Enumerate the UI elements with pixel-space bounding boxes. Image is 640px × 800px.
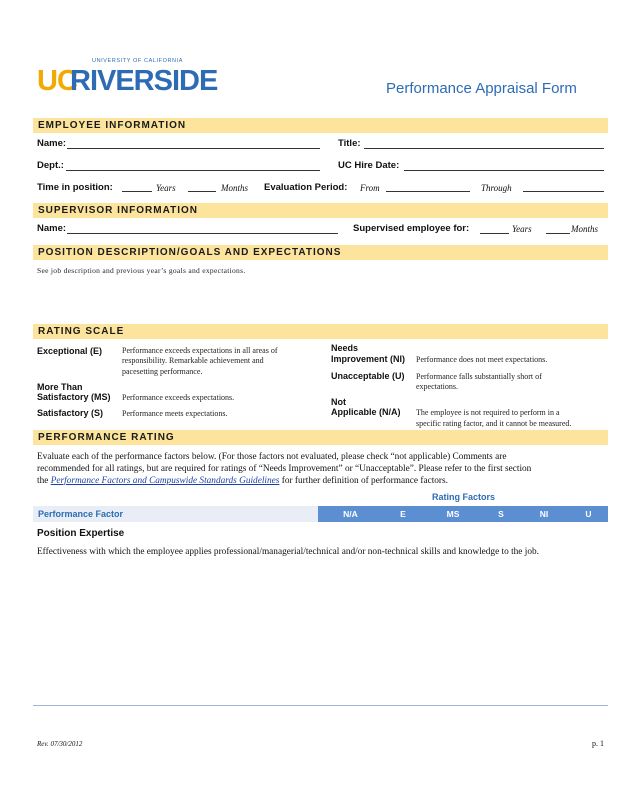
unacceptable-def-1: Performance falls substantially short of xyxy=(416,372,542,381)
unacceptable-term: Unacceptable (U) xyxy=(331,371,405,381)
exceptional-def-1: Performance exceeds expectations in all areas of xyxy=(122,346,278,355)
section-position-description xyxy=(33,245,608,260)
position-description-text: See job description and previous year’s goals and expectations. xyxy=(37,266,246,275)
section-title: PERFORMANCE RATING xyxy=(38,432,175,443)
supervised-years-label: Years xyxy=(512,224,532,234)
exceptional-def-3: pacesetting performance. xyxy=(122,367,203,376)
performance-instructions-1: Evaluate each of the performance factors below. (For those factors not evaluated, please check “not applicable) Comments are xyxy=(37,452,507,462)
exceptional-term: Exceptional (E) xyxy=(37,346,103,356)
rating-col-ni: NI xyxy=(539,509,549,519)
section-employee-information xyxy=(33,118,608,133)
instructions-pre-text: the xyxy=(37,476,51,486)
guidelines-link[interactable]: Performance Factors and Campuswide Standards Guidelines xyxy=(50,476,280,486)
hire-date-field[interactable] xyxy=(404,170,604,171)
needs-improvement-term-2: Improvement (NI) xyxy=(331,354,406,364)
title-label: Title: xyxy=(338,138,361,149)
section-performance-rating xyxy=(33,430,608,445)
rating-factors-header xyxy=(318,506,608,522)
dept-field[interactable] xyxy=(66,170,320,171)
performance-factor-header: Performance Factor xyxy=(38,509,124,519)
footer-divider xyxy=(33,705,608,706)
evaluation-period-label: Evaluation Period: xyxy=(264,182,348,193)
rating-col-na: N/A xyxy=(343,509,358,519)
rating-col-u: U xyxy=(585,509,592,519)
supervised-months-label: Months xyxy=(571,224,598,234)
not-applicable-term-2: Applicable (N/A) xyxy=(331,407,401,417)
title-field[interactable] xyxy=(364,148,604,149)
eval-from-field[interactable] xyxy=(386,191,470,192)
needs-improvement-term-1: Needs xyxy=(331,343,359,353)
form-title: Performance Appraisal Form xyxy=(386,80,577,97)
rating-col-e: E xyxy=(400,509,406,519)
eval-through-label: Through xyxy=(481,183,512,193)
supervisor-name-label: Name: xyxy=(37,223,67,234)
time-months-label: Months xyxy=(221,183,248,193)
not-applicable-def-2: specific rating factor, and it cannot be measured. xyxy=(416,419,572,428)
time-months-field[interactable] xyxy=(188,191,216,192)
more-than-satisfactory-term-2: Satisfactory (MS) xyxy=(37,392,111,402)
logo-riverside: RIVERSIDE xyxy=(70,65,218,97)
section-rating-scale xyxy=(33,324,608,339)
eval-through-field[interactable] xyxy=(523,191,604,192)
time-in-position-label: Time in position: xyxy=(37,182,113,193)
supervised-years-field[interactable] xyxy=(480,233,509,234)
section-title: POSITION DESCRIPTION/GOALS AND EXPECTATIONS xyxy=(38,247,342,258)
time-years-field[interactable] xyxy=(122,191,152,192)
eval-from-label: From xyxy=(360,183,380,193)
supervised-months-field[interactable] xyxy=(546,233,570,234)
satisfactory-def: Performance meets expectations. xyxy=(122,409,228,418)
exceptional-def-2: responsibility. Remarkable achievement and xyxy=(122,356,264,365)
satisfactory-term: Satisfactory (S) xyxy=(37,408,104,418)
needs-improvement-def: Performance does not meet expectations. xyxy=(416,355,548,364)
employee-name-label: Name: xyxy=(37,138,67,149)
section-title: RATING SCALE xyxy=(38,326,125,337)
revision-date: Rev. 07/30/2012 xyxy=(37,740,83,748)
logo-university-text: UNIVERSITY OF CALIFORNIA xyxy=(92,58,184,64)
performance-instructions-2: recommended for all ratings, but are required for ratings of “Needs Improvement” or “Unacceptable”. Please refer to the first section xyxy=(37,464,532,474)
not-applicable-def-1: The employee is not required to perform in a xyxy=(416,408,560,417)
section-supervisor-information xyxy=(33,203,608,218)
logo-uc: UC xyxy=(37,65,77,97)
rating-factors-title: Rating Factors xyxy=(432,492,496,502)
unacceptable-def-2: expectations. xyxy=(416,382,458,391)
supervisor-name-field[interactable] xyxy=(67,233,338,234)
instructions-post-text: for further definition of performance factors. xyxy=(279,476,448,486)
rating-col-ms: MS xyxy=(446,509,460,519)
more-than-satisfactory-term-1: More Than xyxy=(37,382,83,392)
dept-label: Dept.: xyxy=(37,160,64,171)
more-than-satisfactory-def: Performance exceeds expectations. xyxy=(122,393,235,402)
section-title: EMPLOYEE INFORMATION xyxy=(38,120,187,131)
supervised-for-label: Supervised employee for: xyxy=(353,223,470,234)
position-expertise-text: Effectiveness with which the employee applies professional/managerial/technical and/or non-technical skills and knowledge to the job. xyxy=(37,547,539,557)
hire-date-label: UC Hire Date: xyxy=(338,160,400,171)
time-years-label: Years xyxy=(156,183,176,193)
rating-col-s: S xyxy=(498,509,504,519)
position-expertise-title: Position Expertise xyxy=(37,528,125,539)
performance-instructions-3 xyxy=(37,475,448,487)
not-applicable-term-1: Not xyxy=(331,397,346,407)
section-title: SUPERVISOR INFORMATION xyxy=(38,205,198,216)
page-number: p. 1 xyxy=(592,739,604,748)
employee-name-field[interactable] xyxy=(67,148,320,149)
